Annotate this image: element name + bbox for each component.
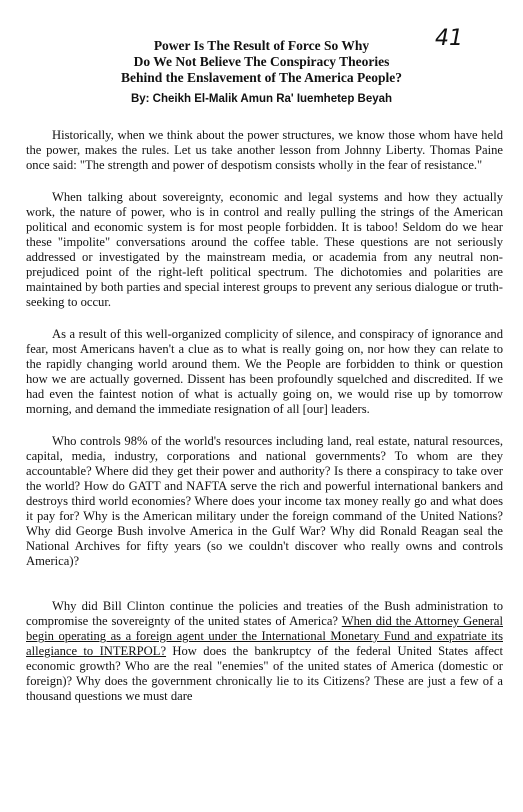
paragraph: When talking about sovereignty, economic and legal systems and how they actually work, the nature of power, who is in control and really pulling the strings of the American political and economic system is for most people forbidden. It is taboo! Seldom do we hear these "impolite" conversations around the coffee table. These questions are not seriously addressed or investigated by the mainstream media, or academia from any neutral non-prejudiced point of the right-left political spectrum. The dichotomies and polarities are maintained by both parties and special interest groups to prevent any serious dialogue or truth-seeking to occur. xyxy=(26,190,503,309)
title-line: Behind the Enslavement of The America People? xyxy=(121,70,402,85)
paragraph-text: How does the bankruptcy of the federal United States affect economic growth? Who are the real "enemies" of the united states of America (domestic or foreign)? Why does the government chronically lie to its Citizens? These are just a few of a thousand questions we must dare xyxy=(26,644,503,703)
article-body xyxy=(26,128,503,721)
byline: By: Cheikh El-Malik Amun Ra' Iuemhetep Beyah xyxy=(130,93,393,105)
title-line: Power Is The Result of Force So Why xyxy=(153,38,370,53)
page-number: 41 xyxy=(435,26,463,51)
paragraph xyxy=(26,599,503,704)
paragraph: As a result of this well-organized complicity of silence, and conspiracy of ignorance and fear, most Americans haven't a clue as to what is really going on, nor how they can relate to the rapidly changing world around them. We the People are forbidden to think or question how we are actually governed. Dissent has been profoundly squelched and discredited. If we had even the faintest notion of what is actually going on, we would rise up by tomorrow morning, and demand the immediate resignation of all [our] leaders. xyxy=(26,327,503,416)
paragraph: Historically, when we think about the power structures, we know those whom have held the power, makes the rules. Let us take another lesson from Johnny Liberty. Thomas Paine once said: "The strength and power of despotism consists wholly in the fear of resistance." xyxy=(26,128,503,172)
paragraph-text: Why did Bill Clinton continue the policies and treaties of the Bush administration to compromise the sovereignty of the united states of America? xyxy=(26,599,503,628)
paragraph: Who controls 98% of the world's resources including land, real estate, natural resources, capital, media, industry, corporations and national governments? To whom are they accountable? Where did they get their power and authority? Is there a conspiracy to take over the world? How do GATT and NAFTA serve the rich and powerful international bankers and destroys third world economies? Where does your income tax money really go and what does it pay for? Why is the American military under the foreign command of the United Nations? Why did George Bush involve America in the Gulf War? Why did Ronald Reagan seal the National Archives for fifty years (so we couldn't discover who really owns and controls America)? xyxy=(26,434,503,568)
article-title xyxy=(40,38,483,86)
title-line: Do We Not Believe The Conspiracy Theories xyxy=(133,54,390,69)
underlined-text: When did the Attorney General begin operating as a foreign agent under the International Monetary Fund and expatriate its allegiance to INTERPOL? xyxy=(26,614,503,658)
